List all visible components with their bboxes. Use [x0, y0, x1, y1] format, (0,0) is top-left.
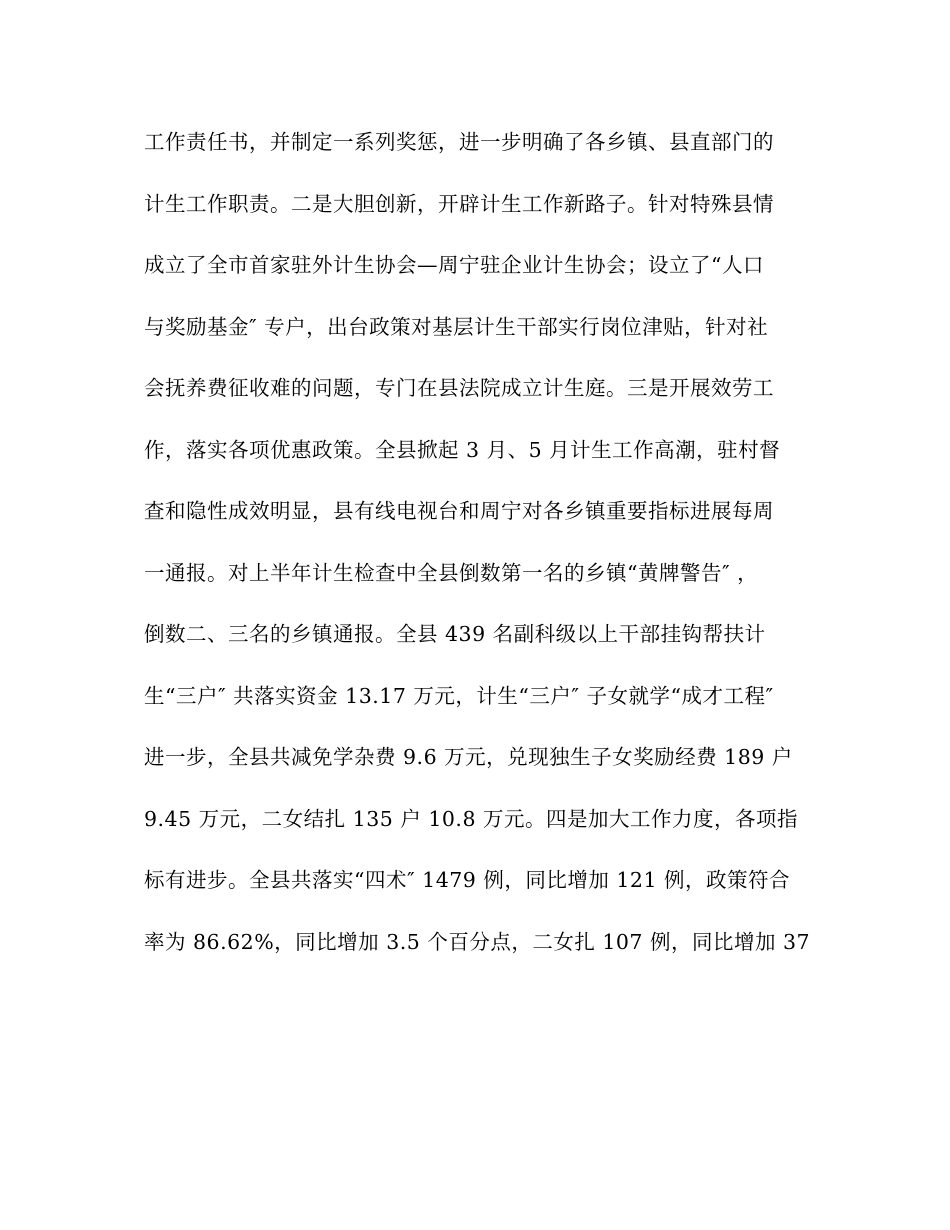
text-line: 作，落实各项优惠政策。全县掀起 3 月、5 月计生工作高潮，驻村督 — [144, 437, 781, 462]
text-line: 进一步，全县共减免学杂费 9.6 万元，兑现独生子女奖励经费 189 户 — [144, 745, 793, 769]
body-text — [144, 120, 811, 981]
text-line: 率为 86.62%，同比增加 3.5 个百分点，二女扎 107 例，同比增加 37 — [144, 929, 811, 954]
text-line: 标有进步。全县共落实“四术″ 1479 例，同比增加 121 例，政策符合 — [144, 868, 791, 892]
text-line: 一通报。对上半年计生检查中全县倒数第一名的乡镇“黄牌警告″ ， — [144, 560, 759, 585]
text-line: 与奖励基金″ 专户，出台政策对基层计生干部实行岗位津贴，针对社 — [144, 314, 769, 339]
text-line: 成立了全市首家驻外计生协会—周宁驻企业计生协会；设立了“人口 — [144, 253, 764, 277]
text-line: 会抚养费征收难的问题，专门在县法院成立计生庭。三是开展效劳工 — [144, 376, 774, 400]
text-line: 9.45 万元，二女结扎 135 户 10.8 万元。四是加大工作力度，各项指 — [144, 806, 798, 831]
text-line: 倒数二、三名的乡镇通报。全县 439 名副科级以上干部挂钩帮扶计 — [144, 622, 766, 646]
text-line: 计生工作职责。二是大胆创新，开辟计生工作新路子。针对特殊县情 — [144, 191, 774, 216]
text-line: 查和隐性成效明显，县有线电视台和周宁对各乡镇重要指标进展每周 — [144, 499, 774, 523]
text-line: 生“三户″ 共落实资金 13.17 万元，计生“三户″ 子女就学“成才工程″ — [144, 683, 774, 708]
text-line: 工作责任书，并制定一系列奖惩，进一步明确了各乡镇、县直部门的 — [144, 130, 774, 154]
